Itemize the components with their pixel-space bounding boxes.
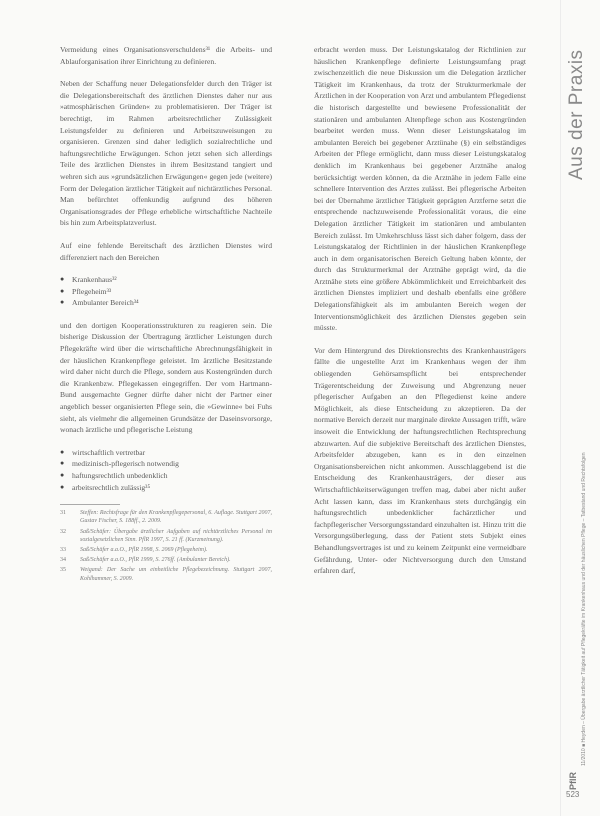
footnotes xyxy=(60,509,272,583)
footnote-number: 35 xyxy=(60,567,66,574)
footnote xyxy=(60,556,272,564)
page-edge-divider xyxy=(560,0,561,816)
running-header-caption: 11/2010 ■ Heyden – Übergabe ärztlicher Tätigkeit auf Pflegekräfte im Krankenhaus und der häuslichen Pflege – Tatbestand und Rechtsfolgen xyxy=(581,452,587,766)
footnote-divider xyxy=(60,504,120,505)
right-paragraph-1: erbracht werden muss. Der Leistungskatalog der Richtlinien zur häuslichen Krankenpflege definierte Leistungsumfang pragt zwischenzeitlich die neue Diskussion um die Delegation ärztlicher Tätigkeit im Krankenhaus, da trotz der Strukturmerkmale der Ärztlichen in der Kooperation von Arzt und ambulantem Pflegedienst die historisch dargestellte und bewiesene Professionalität der stationären und ambulanten Altenpflege schon aus Kostengründen bearbeitet werden muss. Wenn dieser Leistungskatalog im ambulanten Bereich bei gegebener Arztünahe (§) ein selbständiges Arbeiten der Pflege ermöglicht, dann muss dieser Leistungskatalog denklich im Krankenhaus bei gegebener Arztnähe analog berücksichtigt werden können, da die Arztnähe in jedem Falle eine schnellere Intervention des Arztes zulässt. Bei pflegerische Arbeiten bei der Übernahme ärztlicher Tätigkeit geprägten Arztferne setzt die entsprechende nachzuweisende Professionalität voraus, die eine Delegation ärztlicher Tätigkeit im stationären und ambulanten Bereich zulässt. Im Umkehrschluss lässt sich daher folgern, dass der Leistungskatalog der Richtlinien in der häuslichen Krankenpflege auch in dem organisatorischen Bereich Geltung haben könnte, der durch das Strukturmerkmal der Arztnähe geprägt wird, da die Arztnähe stets eine größere Abkömmlichkeit und Erreichbarkeit des ärztlichen Dienstes impliziert und deshalb ebenfalls eine größere Delegationsfähigkeit als im ambulanten Bereich wegen der Interventionsmöglichkeit des ärztlichen Dienstes gegeben sein müsste. xyxy=(314,45,526,333)
bullet-list-criteria xyxy=(60,447,272,493)
footnote-text: Saß/Schäfer a.a.O., PflR 1999, S. 276ff. (Ambulanter Bereich). xyxy=(80,557,231,564)
article-caption: Heyden – Übergabe ärztlicher Tätigkeit auf Pflegekräfte im Krankenhaus und der häuslichen Pflege – Tatbestand und Rechtsfolgen xyxy=(581,452,587,743)
footnote-number: 33 xyxy=(60,547,66,553)
list-item: ● Ambulanter Bereich³⁴ xyxy=(60,297,272,309)
footnote xyxy=(60,566,272,582)
footnote-text: Saß/Schäfer: Übergabe ärztlicher Aufgaben auf nichtärztliches Personal im sozialgesetzlichen Sinn. PflR 1997, S. 21 ff. (Kurzmeinung). xyxy=(80,528,272,543)
footnote-text: Steffen: Rechtsfrage für den Krankenpflegepersonal, 6. Auflage. Stuttgart 2007, Gustav Fischer, S. 188ff., 2. 2009. xyxy=(80,510,272,525)
list-item: ● arbeitsrechtlich zulässig³⁵ xyxy=(60,482,272,494)
list-item: ● haftungsrechtlich unbedenklich xyxy=(60,470,272,482)
footnote-text: Saß/Schäfer a.a.O., PflR 1998, S. 2069 (Pflegeheim). xyxy=(80,547,208,553)
journal-logo: PflR xyxy=(568,772,578,790)
footnote-number: 31 xyxy=(60,510,66,517)
right-column xyxy=(314,44,526,588)
footnote xyxy=(60,528,272,544)
footnote-text: Weigand: Der Sache um einheitliche Pflegebezeichnung. Stuttgart 2007, Kohlhammer, S. 2009. xyxy=(80,567,272,582)
footnote xyxy=(60,509,272,525)
section-title: Aus der Praxis xyxy=(566,49,587,180)
list-item: ● wirtschaftlich vertretbar xyxy=(60,447,272,459)
left-paragraph-3: Auf eine fehlende Bereitschaft des ärztlichen Dienstes wird differenziert nach den Bereichen xyxy=(60,240,272,262)
list-item: ● Pflegeheim³³ xyxy=(60,286,272,298)
bullet-list-areas xyxy=(60,274,272,309)
page-number: 523 xyxy=(566,790,580,799)
left-paragraph-4: und den dortigen Kooperationsstrukturen zu reagieren sein. Die bisherige Diskussion der Übertragung ärztlicher Leistungen durch Pflegekräfte wird über die wirtschaftliche Abrechnungsfähigkeit in der häuslichen Krankenpflege geleistet. Im ärztliche Besitzstande wird daher nicht durch die Pflege, sondern aus Kostengründen durch die Krankenbzw. Pflegekassen eingegriffen. Der vom Hartmann-Bund ausgemachte Gegner dürfte daher nicht der Partner einer angeblich besser organisierten Pflege sein, die »Gewinne« bei Fuhs sieht, als vielmehr die allgemeinen Grundsätze der Daseinsvorsorge, wonach ärztliche und pflegerische Leistung xyxy=(60,320,272,435)
footnote xyxy=(60,546,272,554)
left-paragraph-2: Neben der Schaffung neuer Delegationsfelder durch den Träger ist die Delegationsbereitschaft des ärztlichen Dienstes daher nur aus »atmosphärischen Gründen« zu problematisieren. Der Träger ist berechtigt, im Rahmen arbeitsrechtlicher Zulässigkeit Leistungsfelder zu definieren und Arbeitszuweisungen zu organisieren. Grenzen sind daher lediglich sozialrechtliche und haftungsrechtliche Erwägungen. Schon jetzt sehen sich allerdings Teile des ärztlichen Dienstes in ihrem Besitzstand tangiert und wehren sich aus »grundsätzlichen Erwägungen« gegen jede (weitere) Form der Delegation ärztlicher Tätigkeit auf nichtärztliches Personal. Man befürchtet offenkundig aufgrund des höheren Organisationsgrades der Pflege erhebliche wirtschaftliche Nachteile bis hin zum Arbeitsplatzverlust. xyxy=(60,79,272,228)
footnote-number: 34 xyxy=(60,557,66,564)
left-column xyxy=(60,44,272,585)
footnote-number: 32 xyxy=(60,528,66,535)
left-paragraph-1: Vermeidung eines Organisationsverschuldens³¹ die Arbeits- und Ablauforganisation ihrer Einrichtung zu definieren. xyxy=(60,45,272,66)
list-item: ● medizinisch-pflegerisch notwendig xyxy=(60,458,272,470)
right-paragraph-2: Vor dem Hintergrund des Direktionsrechts des Krankenhausträgers fällte die ungestellte Arzt im Krankenhaus wegen der ihm obliegenden Gehörsamspflicht bei entsprechender Trägerentscheidung der Zuweisung und Abgrenzung neuer pflegerischer Aufgaben an den Pflegedienst keine andere Möglichkeit, als diese Entscheidung zu akzeptieren. Da der normative Bereich derzeit nur marginale direkte Aussagen trifft, wäre insoweit die Entwicklung der haftungsrechtlichen Rechtsprechung abzuwarten. Auf die subjektive Bereitschaft des ärztlichen Dienstes, Arbeitsfelder abzugeben, kann es in den einzelnen Organisationsbereichen nicht ankommen. Ausschlaggebend ist die Entscheidung des Krankenhausträgers, der dieser aus Wirtschaftlichkeitserwägungen treffen mag, dabei aber nicht außer Acht lassen kann, dass im Krankenhaus stets durchgängig ein haftungsrechtlich unbedenklicher fachärztlicher und fachpflegerischer Versorgungsstandard einzuhalten ist. Hinzu tritt die Versorgungsüberlegung, dass der Patient stets Subjekt eines Behandlungsvertrages ist und zu keinem Zeitpunkt eine vermeidbare Gefährdung, Unter- oder Nichtversorgung durch den Umstand erfahren darf, xyxy=(314,345,526,576)
list-item: ● Krankenhaus³² xyxy=(60,274,272,286)
issue-number: 11/2010 xyxy=(581,748,587,766)
